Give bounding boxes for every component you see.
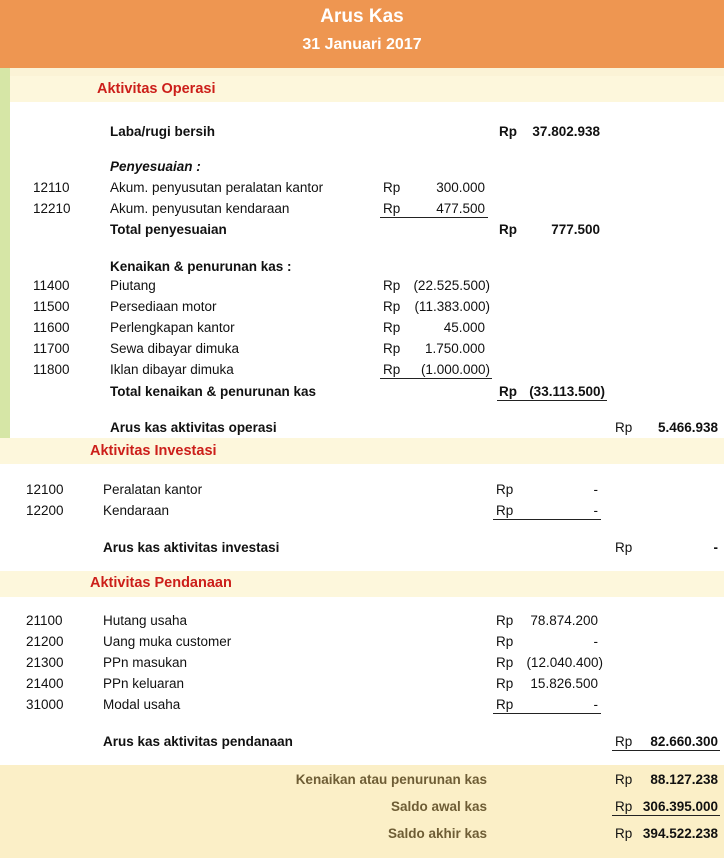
account-label: Kendaraan: [103, 503, 170, 518]
underline: [493, 519, 601, 520]
account-code: 21400: [26, 676, 64, 691]
account-label: Modal usaha: [103, 697, 181, 712]
operasi-left-bar: [0, 68, 10, 438]
account-code: 12110: [33, 180, 70, 195]
arus-pendanaan-label: Arus kas aktivitas pendanaan: [103, 734, 293, 749]
account-code: 11500: [33, 299, 70, 314]
account-label: Sewa dibayar dimuka: [110, 341, 240, 356]
account-value: -: [593, 697, 598, 712]
arus-pendanaan-currency: Rp: [615, 734, 633, 749]
account-code: 11800: [33, 362, 70, 377]
account-code: 21300: [26, 655, 64, 670]
account-label: PPn keluaran: [103, 676, 185, 691]
account-code: 12200: [26, 503, 64, 518]
account-label: Hutang usaha: [103, 613, 188, 628]
total-penyesuaian-currency: Rp: [499, 222, 517, 237]
account-currency: Rp: [496, 613, 514, 628]
account-currency: Rp: [496, 503, 514, 518]
account-code: 12210: [33, 201, 71, 216]
underline: [380, 378, 492, 379]
account-code: 31000: [26, 697, 64, 712]
arus-investasi-currency: Rp: [615, 540, 633, 555]
account-code: 11400: [33, 278, 70, 293]
account-code: 11600: [33, 320, 70, 335]
account-code: 12100: [26, 482, 64, 497]
account-label: Akum. penyusutan kendaraan: [110, 201, 290, 216]
report-header: [0, 0, 724, 68]
arus-operasi-currency: Rp: [615, 420, 633, 435]
account-label: Perlengkapan kantor: [110, 320, 235, 335]
account-currency: Rp: [383, 320, 401, 335]
report-date: 31 Januari 2017: [302, 36, 422, 53]
account-label: Peralatan kantor: [103, 482, 203, 497]
summary-label: Saldo awal kas: [390, 799, 487, 814]
summary-currency: Rp: [615, 799, 633, 814]
arus-investasi-value: -: [713, 540, 718, 555]
account-value: 477.500: [436, 201, 485, 216]
account-currency: Rp: [383, 201, 401, 216]
laba-label: Laba/rugi bersih: [110, 124, 216, 139]
account-value: -: [593, 634, 598, 649]
account-value: -: [593, 503, 598, 518]
account-value: (22.525.500): [413, 278, 490, 293]
summary-value: 88.127.238: [650, 772, 718, 787]
account-value: 45.000: [443, 320, 485, 335]
account-currency: Rp: [383, 299, 401, 314]
underline: [380, 217, 488, 218]
account-value: -: [593, 482, 598, 497]
kenaikan-heading: Kenaikan & penurunan kas :: [110, 259, 292, 274]
account-value: (12.040.400): [526, 655, 603, 670]
account-currency: Rp: [383, 341, 401, 356]
arus-operasi-label: Arus kas aktivitas operasi: [110, 420, 277, 435]
arus-investasi-label: Arus kas aktivitas investasi: [103, 540, 280, 555]
summary-value: 306.395.000: [642, 799, 718, 814]
account-currency: Rp: [496, 655, 514, 670]
summary-currency: Rp: [615, 772, 633, 787]
account-currency: Rp: [383, 180, 401, 195]
account-label: Uang muka customer: [103, 634, 232, 649]
laba-currency: Rp: [499, 124, 517, 139]
total-penyesuaian-value: 777.500: [551, 222, 600, 237]
laba-value: 37.802.938: [532, 124, 600, 139]
account-value: 300.000: [436, 180, 485, 195]
account-label: Persediaan motor: [110, 299, 217, 314]
account-label: Iklan dibayar dimuka: [110, 362, 234, 377]
arus-pendanaan-value: 82.660.300: [650, 734, 718, 749]
account-value: (11.383.000): [414, 299, 490, 314]
account-value: 1.750.000: [424, 341, 485, 356]
summary-label: Saldo akhir kas: [387, 826, 487, 841]
account-code: 21200: [26, 634, 64, 649]
summary-label: Kenaikan atau penurunan kas: [295, 772, 487, 787]
total-penyesuaian-label: Total penyesuaian: [110, 222, 227, 237]
account-code: 21100: [26, 613, 63, 628]
section-title-investasi: Aktivitas Investasi: [90, 443, 217, 459]
account-currency: Rp: [496, 676, 514, 691]
account-value: 78.874.200: [530, 613, 598, 628]
total-kenaikan-value: (33.113.500): [529, 384, 605, 399]
top-gap: [0, 68, 724, 76]
penyesuaian-heading: Penyesuaian :: [110, 159, 201, 174]
account-label: Akum. penyusutan peralatan kantor: [110, 180, 324, 195]
underline: [497, 400, 607, 401]
account-value: (1.000.000): [420, 362, 490, 377]
account-label: Piutang: [110, 278, 156, 293]
total-kenaikan-label: Total kenaikan & penurunan kas: [110, 384, 317, 399]
account-currency: Rp: [496, 697, 514, 712]
summary-value: 394.522.238: [642, 826, 718, 841]
account-code: 11700: [33, 341, 70, 356]
total-kenaikan-currency: Rp: [499, 384, 517, 399]
report-title: Arus Kas: [320, 6, 404, 27]
underline: [612, 750, 720, 751]
account-currency: Rp: [496, 634, 514, 649]
summary-currency: Rp: [615, 826, 633, 841]
underline: [493, 713, 601, 714]
arus-operasi-value: 5.466.938: [657, 420, 718, 435]
account-value: 15.826.500: [530, 676, 598, 691]
account-currency: Rp: [496, 482, 514, 497]
section-title-pendanaan: Aktivitas Pendanaan: [90, 575, 232, 591]
section-title-operasi: Aktivitas Operasi: [97, 81, 216, 97]
account-currency: Rp: [383, 278, 401, 293]
account-label: PPn masukan: [103, 655, 188, 670]
account-currency: Rp: [383, 362, 401, 377]
underline: [612, 815, 720, 816]
